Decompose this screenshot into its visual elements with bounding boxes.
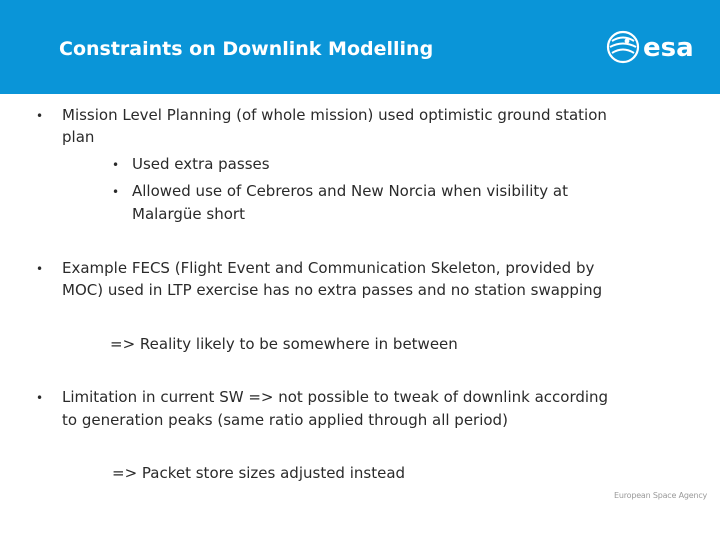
esa-logo-icon <box>606 28 706 66</box>
bullet-icon: • <box>36 109 44 123</box>
footer-brand: European Space Agency <box>614 491 708 500</box>
slide-title: Constraints on Downlink Modelling <box>59 38 434 60</box>
item-3-line-1: Limitation in current SW => not possible to tweak of downlink according <box>62 388 609 406</box>
item-1-sub-1: Used extra passes <box>132 155 270 173</box>
item-2-line-1: Example FECS (Flight Event and Communication Skeleton, provided by <box>62 259 595 277</box>
esa-logo <box>606 28 706 66</box>
item-2-note: => Reality likely to be somewhere in between <box>110 335 458 353</box>
item-3-note: => Packet store sizes adjusted instead <box>112 464 406 482</box>
item-3-line-2: to generation peaks (same ratio applied through all period) <box>62 411 508 429</box>
esa-logo-text: esa <box>643 33 694 63</box>
item-2-line-2: MOC) used in LTP exercise has no extra passes and no station swapping <box>62 281 603 299</box>
item-1-line-1: Mission Level Planning (of whole mission) used optimistic ground station <box>62 106 607 124</box>
item-1-line-2: plan <box>62 128 95 146</box>
item-1-sub-2-line-2: Malargüe short <box>132 205 245 223</box>
item-1-sub-2-line-1: Allowed use of Cebreros and New Norcia when visibility at <box>132 182 569 200</box>
sub-bullet-icon: • <box>112 158 120 172</box>
sub-bullet-icon: • <box>112 185 120 199</box>
bullet-icon: • <box>36 391 44 405</box>
bullet-icon: • <box>36 262 44 276</box>
